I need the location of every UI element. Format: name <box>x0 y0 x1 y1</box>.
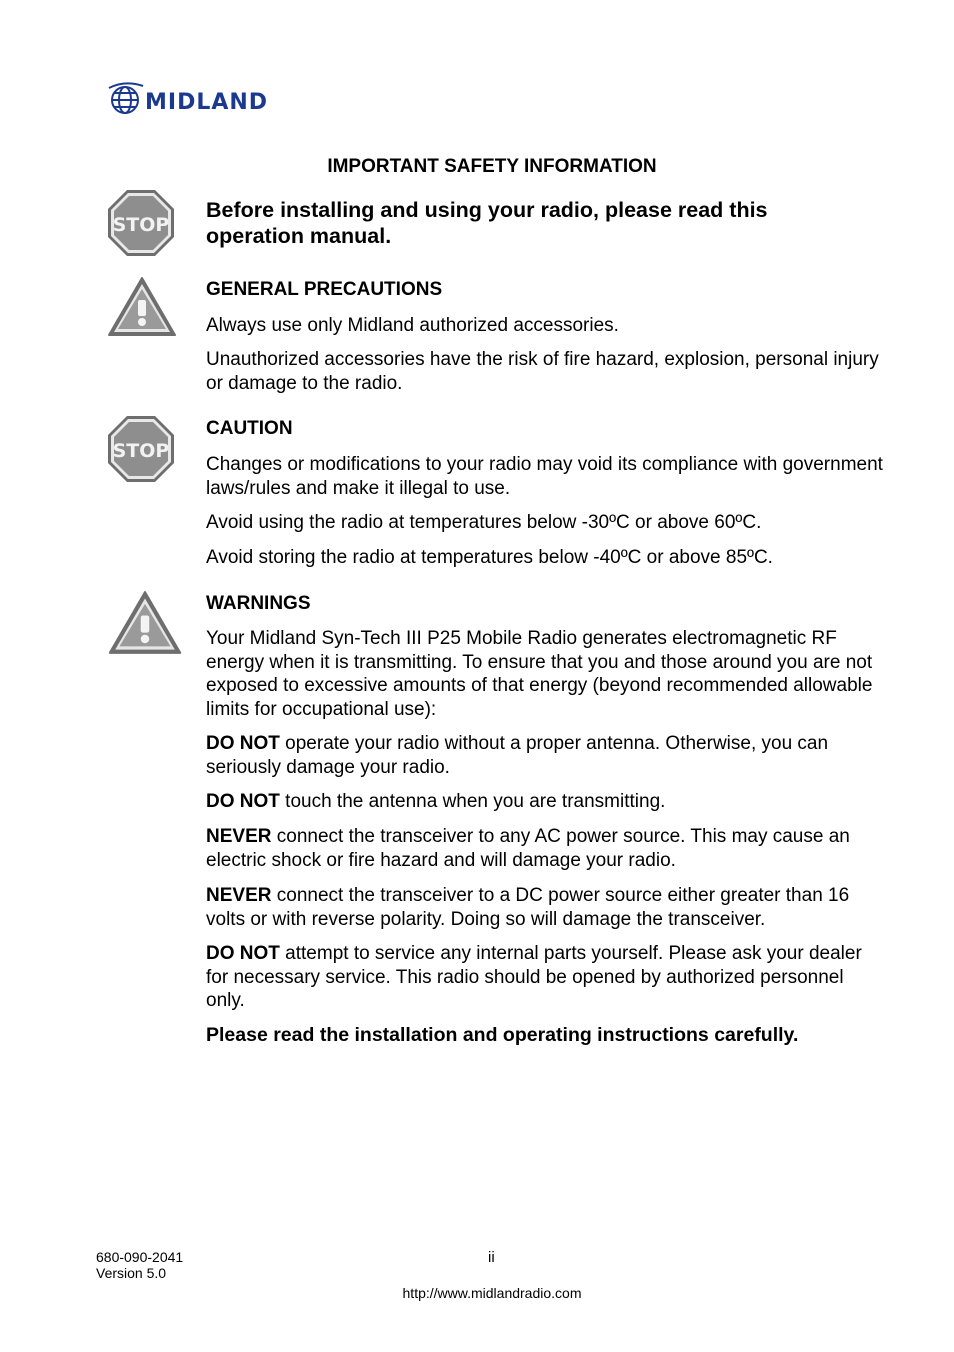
warning-item-text: connect the transceiver to a DC power source either greater than 16 volts or with reverse polarity. Doing so will damage the transceiver. <box>206 885 850 930</box>
warning-item <box>206 732 886 779</box>
warning-triangle-icon <box>107 276 177 343</box>
warning-item <box>206 790 886 814</box>
caution-heading: CAUTION <box>206 418 293 439</box>
closing-instruction: Please read the installation and operating instructions carefully. <box>206 1024 799 1046</box>
warning-triangle-icon <box>107 590 183 661</box>
warning-item-lead: NEVER <box>206 885 272 906</box>
warning-item-text: connect the transceiver to any AC power source. This may cause an electric shock or fire hazard and will damage your radio. <box>206 826 850 871</box>
general-paragraph-2: Unauthorized accessories have the risk of fire hazard, explosion, personal injury or damage to the radio. <box>206 349 879 394</box>
warning-item-text: attempt to service any internal parts yourself. Please ask your dealer for necessary service. This radio should be opened by authorized personnel only. <box>206 943 862 1011</box>
svg-text:STOP: STOP <box>112 440 170 462</box>
midland-logo <box>107 78 299 122</box>
stop-sign-icon <box>107 189 175 262</box>
warning-item-text: touch the antenna when you are transmitting. <box>279 791 666 812</box>
lead-notice: Before installing and using your radio, please read this operation manual. <box>206 198 768 248</box>
page-number: ii <box>488 1249 495 1266</box>
globe-icon <box>107 78 299 122</box>
doc-version: Version 5.0 <box>96 1265 167 1281</box>
caution-paragraph-2: Avoid using the radio at temperatures below -30ºC or above 60ºC. <box>206 512 762 533</box>
warning-item-lead: DO NOT <box>206 943 280 964</box>
warnings-intro: Your Midland Syn-Tech III P25 Mobile Radio generates electromagnetic RF energy when it is transmitting. To ensure that you and those around you are not exposed to excessive amounts of that energy (beyond recommended allowable limits for occupational use): <box>206 628 873 720</box>
general-paragraph-1: Always use only Midland authorized accessories. <box>206 315 619 336</box>
general-precautions-heading: GENERAL PRECAUTIONS <box>206 279 443 300</box>
stop-sign-icon <box>107 415 175 488</box>
warnings-heading: WARNINGS <box>206 593 311 614</box>
caution-paragraph-3: Avoid storing the radio at temperatures below -40ºC or above 85ºC. <box>206 547 773 568</box>
footer-url-link[interactable]: http://www.midlandradio.com <box>402 1285 582 1301</box>
warning-item-lead: NEVER <box>206 826 272 847</box>
warning-item <box>206 942 886 1013</box>
doc-number: 680-090-2041 <box>96 1249 184 1265</box>
warning-item-lead: DO NOT <box>206 733 280 754</box>
footer-doc-info <box>96 1249 183 1281</box>
page-title: IMPORTANT SAFETY INFORMATION <box>327 156 657 177</box>
warning-item-text: operate your radio without a proper antenna. Otherwise, you can seriously damage your radio. <box>206 733 829 778</box>
svg-text:STOP: STOP <box>112 214 170 236</box>
warning-item <box>206 825 886 872</box>
svg-text:MIDLAND: MIDLAND <box>145 90 269 115</box>
caution-paragraph-1: Changes or modifications to your radio may void its compliance with government laws/rules and make it illegal to use. <box>206 454 883 499</box>
warning-item-lead: DO NOT <box>206 791 280 812</box>
warning-item <box>206 884 886 931</box>
